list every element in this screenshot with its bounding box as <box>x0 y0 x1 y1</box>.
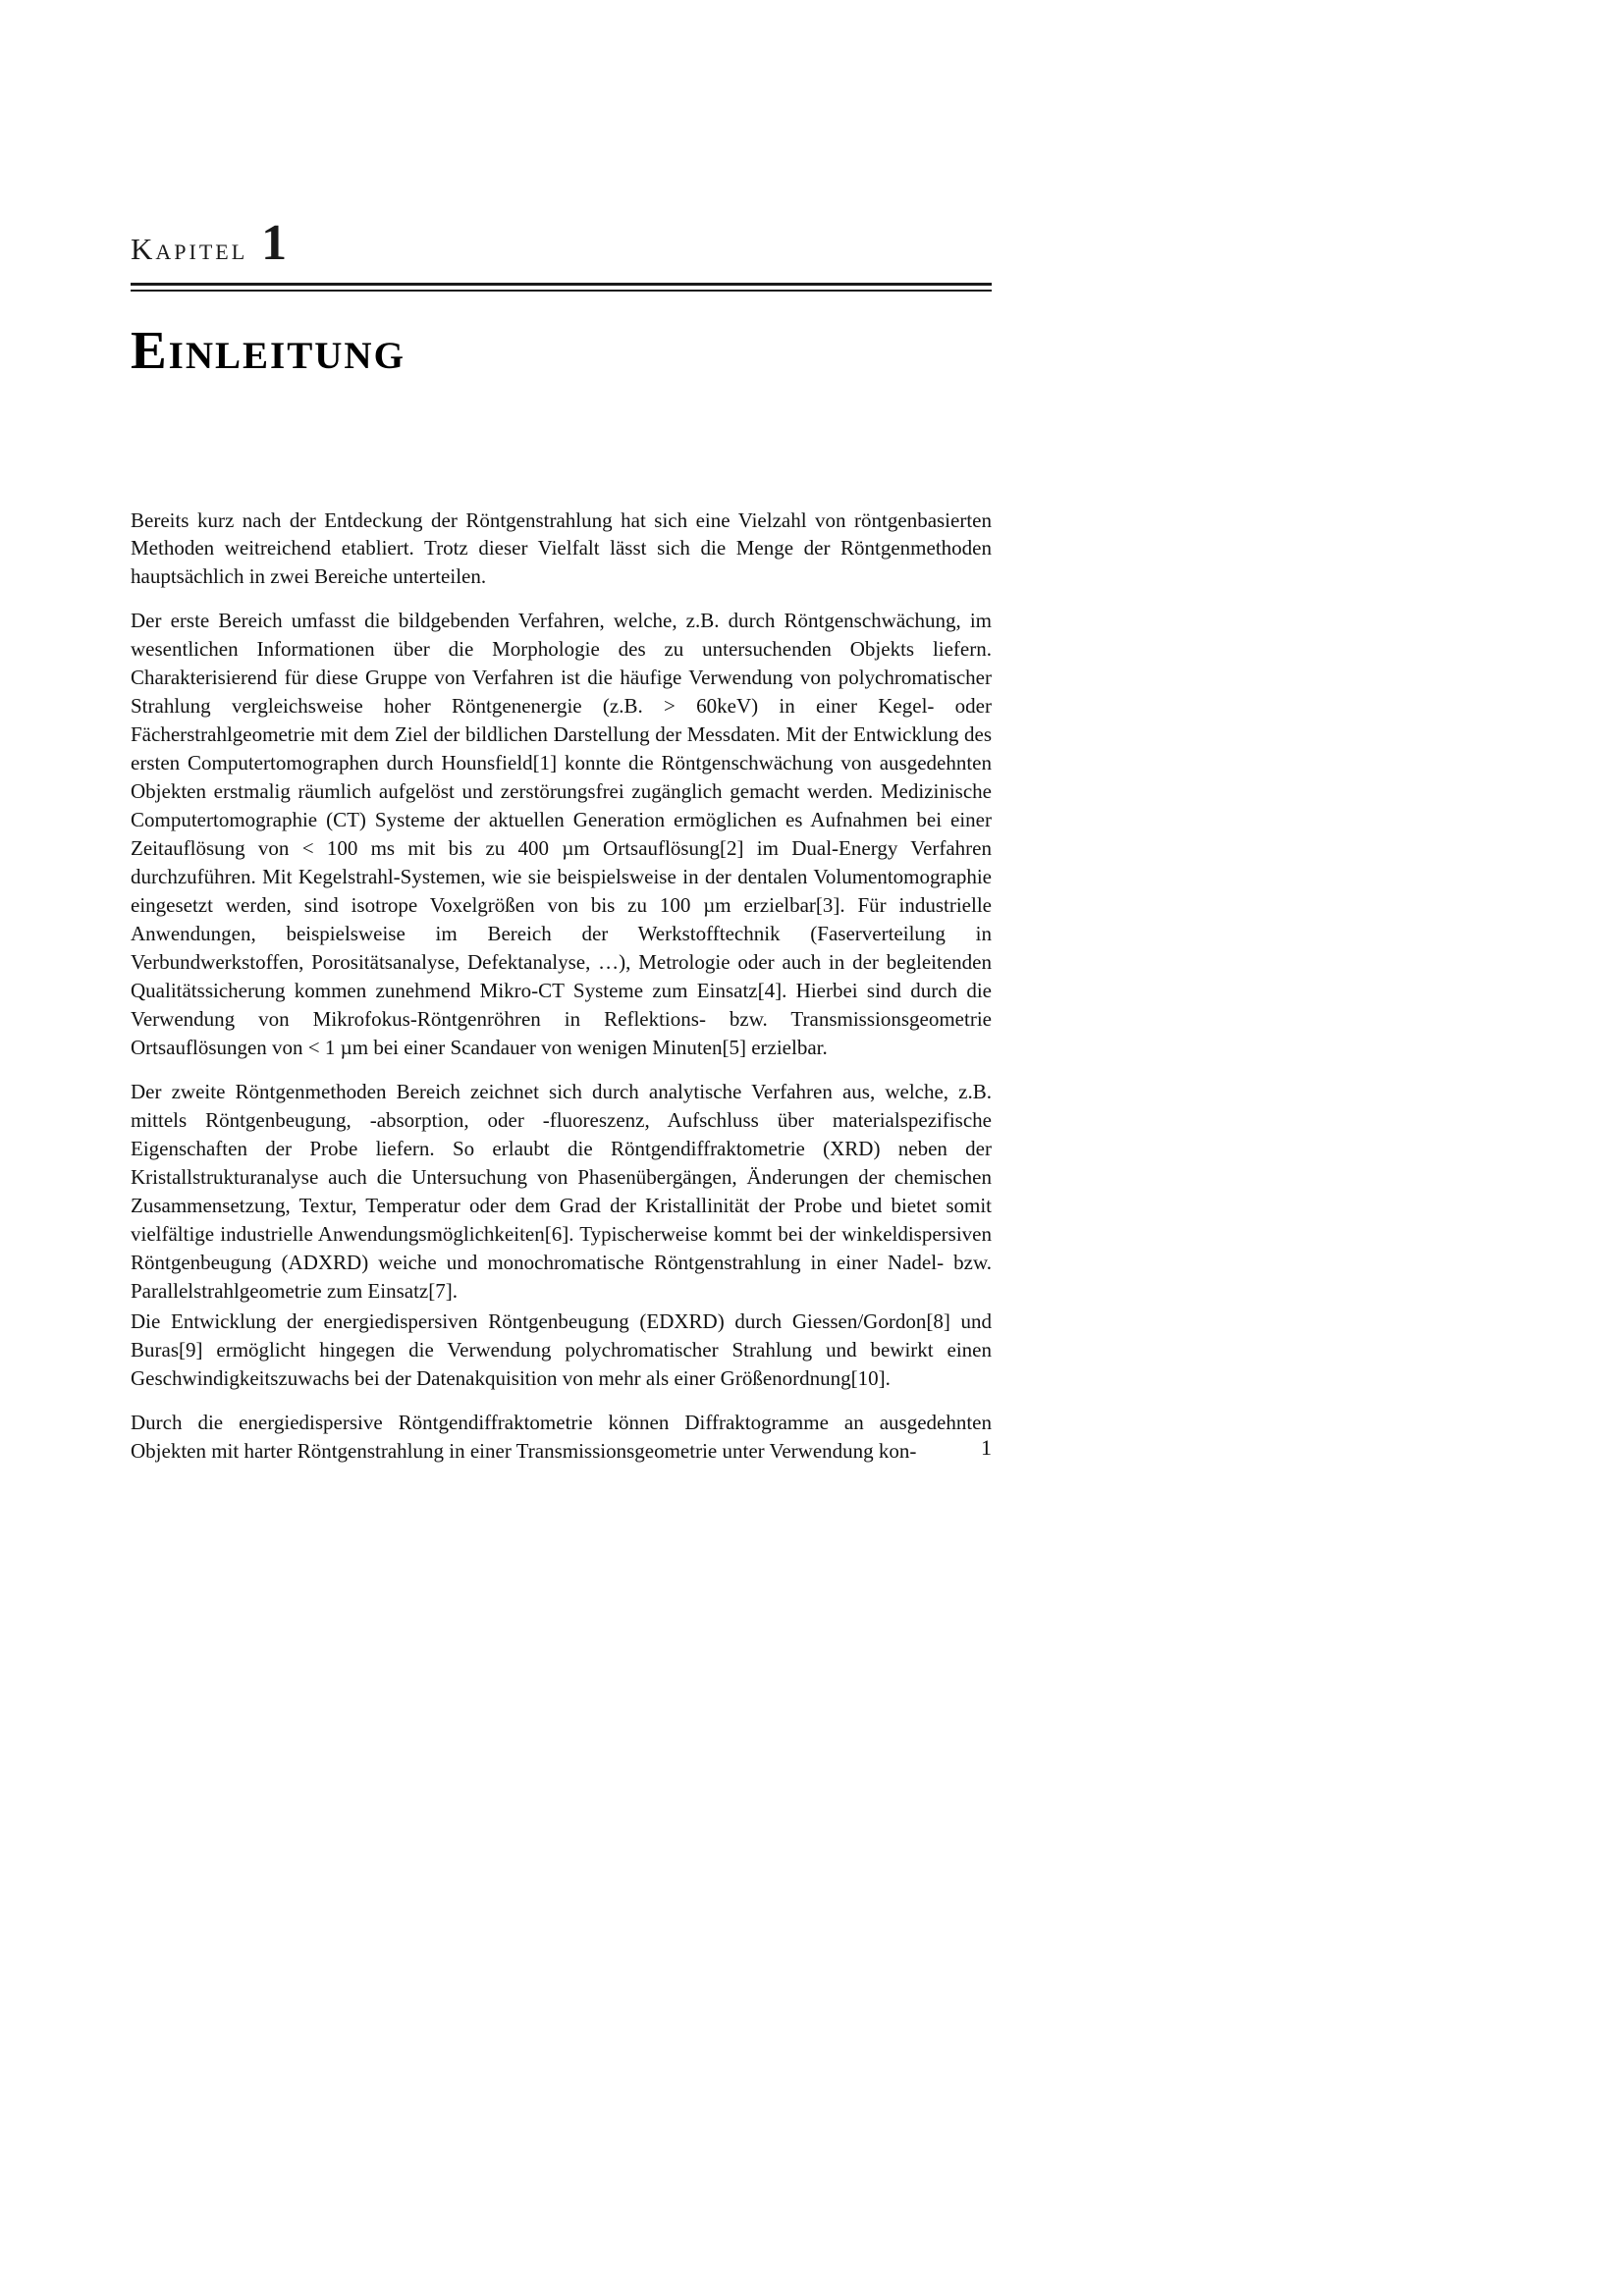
page-number: 1 <box>981 1435 992 1460</box>
chapter-heading-line <box>131 215 992 271</box>
paragraph-5: Durch die energiedispersive Röntgendiffraktometrie können Diffraktogramme an ausgedehnten Objekten mit harter Röntgenstrahlung in einer Transmissionsgeometrie unter Verwendung kon- <box>131 1410 992 1463</box>
paragraph-1: Bereits kurz nach der Entdeckung der Röntgenstrahlung hat sich eine Vielzahl von röntgenbasierten Methoden weitreichend etabliert. Trotz dieser Vielfalt lässt sich die Menge der Röntgenmethoden hauptsächlich in zwei Bereiche unterteilen. <box>131 507 992 589</box>
paragraph-4: Die Entwicklung der energiedispersiven Röntgenbeugung (EDXRD) durch Giessen/Gordon[8] und Buras[9] ermöglicht hingegen die Verwendung polychromatischer Strahlung und bewirkt einen Geschwindigkeitszuwachs bei der Datenakquisition von mehr als einer Größenordnung[10]. <box>131 1308 992 1390</box>
rule-thick <box>131 283 992 286</box>
paragraph-3: Der zweite Röntgenmethoden Bereich zeichnet sich durch analytische Verfahren aus, welche, z.B. mittels Röntgenbeugung, -absorption, oder -fluoreszenz, Aufschluss über materialspezifische Eigenschaften der Probe liefern. So erlaubt die Röntgendiffraktometrie (XRD) neben der Kristallstrukturanalyse auch die Untersuchung von Phasenübergängen, Änderungen der chemischen Zusammensetzung, Textur, Temperatur oder dem Grad der Kristallinität der Probe und bietet somit vielfältige industrielle Anwendungsmöglichkeiten[6]. Typischerweise kommt bei der winkeldispersiven Röntgenbeugung (ADXRD) weiche und monochromatische Röntgenstrahlung in einer Nadel- bzw. Parallelstrahlgeometrie zum Einsatz[7]. <box>131 1079 992 1303</box>
chapter-double-rule <box>131 283 992 292</box>
chapter-header <box>131 215 992 380</box>
chapter-title: Einleitung <box>131 319 406 380</box>
chapter-number: 1 <box>261 215 288 271</box>
chapter-body <box>131 507 992 1466</box>
chapter-label: Kapitel <box>131 232 248 266</box>
page-footer <box>131 1435 992 1461</box>
paragraph-2: Der erste Bereich umfasst die bildgebenden Verfahren, welche, z.B. durch Röntgenschwächung, im wesentlichen Informationen über die Morphologie des zu untersuchenden Objekts liefern. Charakterisierend für diese Gruppe von Verfahren ist die häufige Verwendung von polychromatischer Strahlung vergleichsweise hoher Röntgenenergie (z.B. > 60keV) in einer Kegel- oder Fächerstrahlgeometrie mit dem Ziel der bildlichen Darstellung der Messdaten. Mit der Entwicklung des ersten Computertomographen durch Hounsfield[1] konnte die Röntgenschwächung von ausgedehnten Objekten erstmalig räumlich aufgelöst und zerstörungsfrei zugänglich gemacht werden. Medizinische Computertomographie (CT) Systeme der aktuellen Generation ermöglichen es Aufnahmen bei einer Zeitauflösung von < 100 ms mit bis zu 400 µm Ortsauflösung[2] im Dual-Energy Verfahren durchzuführen. Mit Kegelstrahl-Systemen, wie sie beispielsweise in der dentalen Volumentomographie eingesetzt werden, sind isotrope Voxelgrößen von bis zu 100 µm erzielbar[3]. Für industrielle Anwendungen, beispielsweise im Bereich der Werkstofftechnik (Faserverteilung in Verbundwerkstoffen, Porositätsanalyse, Defektanalyse, …), Metrologie oder auch in der begleitenden Qualitätssicherung kommen zunehmend Mikro-CT Systeme zum Einsatz[4]. Hierbei sind durch die Verwendung von Mikrofokus-Röntgenröhren in Reflektions- bzw. Transmissionsgeometrie Ortsauflösungen von < 1 µm bei einer Scandauer von wenigen Minuten[5] erzielbar. <box>131 609 992 1059</box>
rule-thin <box>131 290 992 292</box>
page-content <box>131 0 992 1481</box>
